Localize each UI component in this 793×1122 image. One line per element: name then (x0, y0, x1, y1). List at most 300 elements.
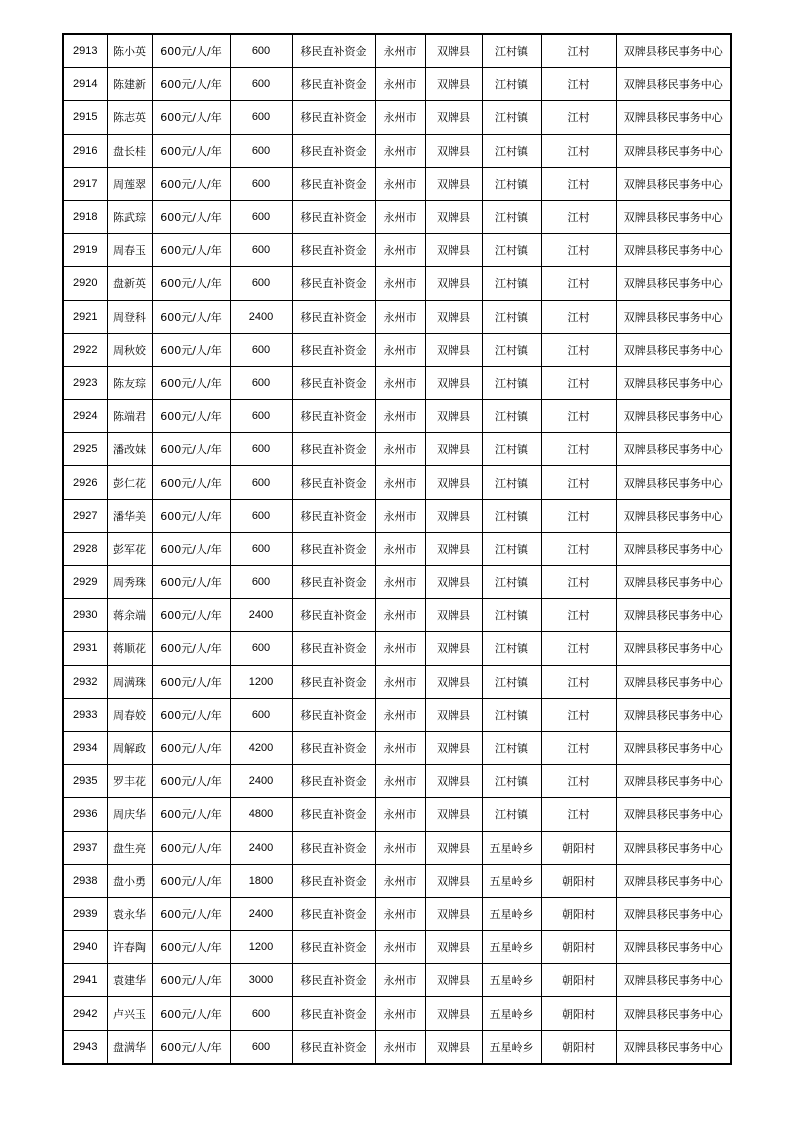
cell-city: 永州市 (375, 997, 425, 1030)
cell-fund-type: 移民直补资金 (292, 400, 375, 433)
cell-agency: 双牌县移民事务中心 (616, 599, 731, 632)
cell-county: 双牌县 (425, 532, 482, 565)
cell-name: 周满珠 (107, 665, 152, 698)
cell-county: 双牌县 (425, 765, 482, 798)
cell-fund-type: 移民直补资金 (292, 864, 375, 897)
cell-agency: 双牌县移民事务中心 (616, 101, 731, 134)
cell-fund-type: 移民直补资金 (292, 267, 375, 300)
cell-township: 江村镇 (482, 632, 541, 665)
cell-amount: 600 (230, 400, 292, 433)
cell-village: 江村 (541, 499, 616, 532)
cell-township: 江村镇 (482, 134, 541, 167)
cell-fund-type: 移民直补资金 (292, 698, 375, 731)
cell-city: 永州市 (375, 599, 425, 632)
cell-standard: 600元/人/年 (152, 765, 230, 798)
cell-county: 双牌县 (425, 167, 482, 200)
cell-amount: 600 (230, 997, 292, 1030)
cell-agency: 双牌县移民事务中心 (616, 333, 731, 366)
cell-amount: 600 (230, 433, 292, 466)
cell-village: 江村 (541, 698, 616, 731)
cell-city: 永州市 (375, 101, 425, 134)
cell-agency: 双牌县移民事务中心 (616, 765, 731, 798)
cell-village: 朝阳村 (541, 1030, 616, 1064)
cell-village: 江村 (541, 665, 616, 698)
cell-village: 江村 (541, 599, 616, 632)
cell-county: 双牌县 (425, 1030, 482, 1064)
cell-township: 江村镇 (482, 466, 541, 499)
cell-township: 江村镇 (482, 798, 541, 831)
cell-name: 周春玉 (107, 234, 152, 267)
cell-row-number: 2928 (63, 532, 107, 565)
cell-township: 江村镇 (482, 433, 541, 466)
cell-fund-type: 移民直补资金 (292, 333, 375, 366)
table-row (63, 134, 731, 167)
cell-standard: 600元/人/年 (152, 632, 230, 665)
cell-agency: 双牌县移民事务中心 (616, 400, 731, 433)
cell-fund-type: 移民直补资金 (292, 997, 375, 1030)
cell-township: 江村镇 (482, 267, 541, 300)
cell-row-number: 2940 (63, 931, 107, 964)
cell-name: 盘长桂 (107, 134, 152, 167)
cell-amount: 2400 (230, 897, 292, 930)
cell-standard: 600元/人/年 (152, 997, 230, 1030)
cell-village: 江村 (541, 433, 616, 466)
table-row (63, 897, 731, 930)
cell-township: 江村镇 (482, 234, 541, 267)
cell-name: 盘生亮 (107, 831, 152, 864)
table-row (63, 400, 731, 433)
cell-standard: 600元/人/年 (152, 964, 230, 997)
cell-standard: 600元/人/年 (152, 234, 230, 267)
cell-amount: 600 (230, 366, 292, 399)
cell-township: 江村镇 (482, 599, 541, 632)
subsidy-table (62, 33, 732, 1065)
cell-county: 双牌县 (425, 665, 482, 698)
cell-county: 双牌县 (425, 599, 482, 632)
cell-agency: 双牌县移民事务中心 (616, 864, 731, 897)
cell-name: 陈友琮 (107, 366, 152, 399)
cell-agency: 双牌县移民事务中心 (616, 499, 731, 532)
cell-fund-type: 移民直补资金 (292, 765, 375, 798)
cell-county: 双牌县 (425, 267, 482, 300)
cell-row-number: 2939 (63, 897, 107, 930)
cell-row-number: 2924 (63, 400, 107, 433)
cell-amount: 600 (230, 1030, 292, 1064)
cell-city: 永州市 (375, 267, 425, 300)
cell-agency: 双牌县移民事务中心 (616, 665, 731, 698)
cell-township: 五星岭乡 (482, 864, 541, 897)
cell-city: 永州市 (375, 68, 425, 101)
cell-name: 彭军花 (107, 532, 152, 565)
cell-city: 永州市 (375, 333, 425, 366)
cell-village: 江村 (541, 566, 616, 599)
table-row (63, 632, 731, 665)
cell-county: 双牌县 (425, 831, 482, 864)
cell-row-number: 2921 (63, 300, 107, 333)
cell-row-number: 2936 (63, 798, 107, 831)
table-row (63, 931, 731, 964)
cell-fund-type: 移民直补资金 (292, 200, 375, 233)
cell-township: 江村镇 (482, 68, 541, 101)
cell-township: 江村镇 (482, 200, 541, 233)
cell-standard: 600元/人/年 (152, 831, 230, 864)
cell-row-number: 2926 (63, 466, 107, 499)
cell-city: 永州市 (375, 765, 425, 798)
cell-row-number: 2930 (63, 599, 107, 632)
cell-agency: 双牌县移民事务中心 (616, 997, 731, 1030)
cell-fund-type: 移民直补资金 (292, 499, 375, 532)
cell-row-number: 2920 (63, 267, 107, 300)
table-row (63, 366, 731, 399)
cell-row-number: 2935 (63, 765, 107, 798)
table-row (63, 267, 731, 300)
cell-name: 盘小勇 (107, 864, 152, 897)
cell-city: 永州市 (375, 566, 425, 599)
cell-row-number: 2937 (63, 831, 107, 864)
cell-row-number: 2938 (63, 864, 107, 897)
cell-amount: 2400 (230, 765, 292, 798)
cell-amount: 4800 (230, 798, 292, 831)
cell-fund-type: 移民直补资金 (292, 798, 375, 831)
cell-agency: 双牌县移民事务中心 (616, 267, 731, 300)
cell-name: 陈建新 (107, 68, 152, 101)
cell-city: 永州市 (375, 897, 425, 930)
cell-city: 永州市 (375, 200, 425, 233)
cell-county: 双牌县 (425, 433, 482, 466)
cell-agency: 双牌县移民事务中心 (616, 34, 731, 68)
cell-county: 双牌县 (425, 234, 482, 267)
cell-village: 朝阳村 (541, 831, 616, 864)
cell-standard: 600元/人/年 (152, 698, 230, 731)
cell-fund-type: 移民直补资金 (292, 300, 375, 333)
cell-standard: 600元/人/年 (152, 731, 230, 764)
cell-standard: 600元/人/年 (152, 101, 230, 134)
cell-city: 永州市 (375, 731, 425, 764)
cell-township: 江村镇 (482, 765, 541, 798)
cell-county: 双牌县 (425, 466, 482, 499)
cell-county: 双牌县 (425, 997, 482, 1030)
cell-amount: 1800 (230, 864, 292, 897)
cell-amount: 600 (230, 68, 292, 101)
cell-township: 江村镇 (482, 665, 541, 698)
cell-amount: 1200 (230, 931, 292, 964)
cell-township: 五星岭乡 (482, 964, 541, 997)
cell-row-number: 2929 (63, 566, 107, 599)
cell-village: 江村 (541, 366, 616, 399)
cell-city: 永州市 (375, 864, 425, 897)
cell-row-number: 2931 (63, 632, 107, 665)
cell-county: 双牌县 (425, 101, 482, 134)
cell-township: 江村镇 (482, 34, 541, 68)
cell-county: 双牌县 (425, 864, 482, 897)
cell-township: 江村镇 (482, 300, 541, 333)
cell-agency: 双牌县移民事务中心 (616, 234, 731, 267)
cell-city: 永州市 (375, 400, 425, 433)
cell-amount: 600 (230, 267, 292, 300)
table-row (63, 333, 731, 366)
cell-amount: 600 (230, 167, 292, 200)
cell-agency: 双牌县移民事务中心 (616, 134, 731, 167)
cell-county: 双牌县 (425, 134, 482, 167)
cell-row-number: 2913 (63, 34, 107, 68)
cell-fund-type: 移民直补资金 (292, 167, 375, 200)
cell-city: 永州市 (375, 366, 425, 399)
cell-county: 双牌县 (425, 698, 482, 731)
cell-row-number: 2918 (63, 200, 107, 233)
cell-standard: 600元/人/年 (152, 34, 230, 68)
cell-fund-type: 移民直补资金 (292, 632, 375, 665)
cell-fund-type: 移民直补资金 (292, 68, 375, 101)
cell-county: 双牌县 (425, 300, 482, 333)
cell-row-number: 2927 (63, 499, 107, 532)
cell-city: 永州市 (375, 632, 425, 665)
cell-name: 蒋顺花 (107, 632, 152, 665)
cell-name: 周秀珠 (107, 566, 152, 599)
cell-row-number: 2941 (63, 964, 107, 997)
cell-name: 陈武琮 (107, 200, 152, 233)
cell-amount: 600 (230, 698, 292, 731)
cell-township: 五星岭乡 (482, 931, 541, 964)
table-row (63, 234, 731, 267)
cell-standard: 600元/人/年 (152, 267, 230, 300)
cell-name: 盘满华 (107, 1030, 152, 1064)
cell-amount: 1200 (230, 665, 292, 698)
cell-township: 五星岭乡 (482, 831, 541, 864)
cell-amount: 3000 (230, 964, 292, 997)
cell-amount: 2400 (230, 831, 292, 864)
cell-standard: 600元/人/年 (152, 566, 230, 599)
table-row (63, 167, 731, 200)
table-row (63, 300, 731, 333)
cell-fund-type: 移民直补资金 (292, 599, 375, 632)
cell-village: 江村 (541, 167, 616, 200)
cell-county: 双牌县 (425, 333, 482, 366)
cell-city: 永州市 (375, 964, 425, 997)
cell-amount: 600 (230, 34, 292, 68)
cell-agency: 双牌县移民事务中心 (616, 897, 731, 930)
cell-county: 双牌县 (425, 931, 482, 964)
cell-fund-type: 移民直补资金 (292, 101, 375, 134)
table-row (63, 997, 731, 1030)
cell-village: 朝阳村 (541, 864, 616, 897)
cell-township: 五星岭乡 (482, 897, 541, 930)
cell-fund-type: 移民直补资金 (292, 433, 375, 466)
cell-standard: 600元/人/年 (152, 499, 230, 532)
cell-county: 双牌县 (425, 566, 482, 599)
cell-village: 江村 (541, 400, 616, 433)
cell-name: 周秋姣 (107, 333, 152, 366)
cell-agency: 双牌县移民事务中心 (616, 831, 731, 864)
cell-amount: 600 (230, 200, 292, 233)
cell-row-number: 2919 (63, 234, 107, 267)
cell-county: 双牌县 (425, 68, 482, 101)
cell-name: 袁永华 (107, 897, 152, 930)
table-row (63, 200, 731, 233)
cell-row-number: 2943 (63, 1030, 107, 1064)
table-row (63, 1030, 731, 1064)
table-row (63, 101, 731, 134)
cell-fund-type: 移民直补资金 (292, 931, 375, 964)
cell-standard: 600元/人/年 (152, 1030, 230, 1064)
cell-standard: 600元/人/年 (152, 400, 230, 433)
cell-township: 江村镇 (482, 566, 541, 599)
cell-amount: 600 (230, 333, 292, 366)
cell-township: 江村镇 (482, 366, 541, 399)
cell-city: 永州市 (375, 698, 425, 731)
cell-name: 潘华美 (107, 499, 152, 532)
table-row (63, 964, 731, 997)
table-row (63, 665, 731, 698)
table-row (63, 433, 731, 466)
cell-agency: 双牌县移民事务中心 (616, 566, 731, 599)
cell-county: 双牌县 (425, 964, 482, 997)
cell-row-number: 2923 (63, 366, 107, 399)
cell-village: 江村 (541, 532, 616, 565)
cell-township: 五星岭乡 (482, 997, 541, 1030)
cell-agency: 双牌县移民事务中心 (616, 200, 731, 233)
cell-village: 江村 (541, 68, 616, 101)
cell-fund-type: 移民直补资金 (292, 731, 375, 764)
cell-county: 双牌县 (425, 400, 482, 433)
cell-standard: 600元/人/年 (152, 167, 230, 200)
cell-amount: 600 (230, 532, 292, 565)
cell-city: 永州市 (375, 798, 425, 831)
cell-fund-type: 移民直补资金 (292, 1030, 375, 1064)
cell-name: 周春姣 (107, 698, 152, 731)
cell-agency: 双牌县移民事务中心 (616, 466, 731, 499)
cell-township: 江村镇 (482, 698, 541, 731)
cell-name: 蒋余端 (107, 599, 152, 632)
cell-village: 江村 (541, 466, 616, 499)
cell-amount: 4200 (230, 731, 292, 764)
cell-city: 永州市 (375, 532, 425, 565)
cell-amount: 600 (230, 234, 292, 267)
cell-village: 江村 (541, 101, 616, 134)
table-row (63, 599, 731, 632)
cell-city: 永州市 (375, 234, 425, 267)
cell-standard: 600元/人/年 (152, 897, 230, 930)
cell-agency: 双牌县移民事务中心 (616, 366, 731, 399)
cell-name: 周庆华 (107, 798, 152, 831)
cell-fund-type: 移民直补资金 (292, 532, 375, 565)
cell-amount: 600 (230, 632, 292, 665)
cell-city: 永州市 (375, 931, 425, 964)
cell-village: 江村 (541, 632, 616, 665)
cell-city: 永州市 (375, 499, 425, 532)
cell-standard: 600元/人/年 (152, 599, 230, 632)
cell-amount: 600 (230, 466, 292, 499)
cell-amount: 2400 (230, 599, 292, 632)
cell-agency: 双牌县移民事务中心 (616, 798, 731, 831)
cell-amount: 600 (230, 101, 292, 134)
cell-township: 江村镇 (482, 499, 541, 532)
cell-fund-type: 移民直补资金 (292, 897, 375, 930)
cell-agency: 双牌县移民事务中心 (616, 68, 731, 101)
cell-village: 朝阳村 (541, 997, 616, 1030)
cell-city: 永州市 (375, 665, 425, 698)
cell-agency: 双牌县移民事务中心 (616, 632, 731, 665)
cell-fund-type: 移民直补资金 (292, 964, 375, 997)
cell-name: 周登科 (107, 300, 152, 333)
table-row (63, 698, 731, 731)
table-body (63, 34, 731, 1064)
cell-agency: 双牌县移民事务中心 (616, 433, 731, 466)
table-row (63, 466, 731, 499)
cell-name: 陈端君 (107, 400, 152, 433)
cell-fund-type: 移民直补资金 (292, 831, 375, 864)
cell-city: 永州市 (375, 167, 425, 200)
cell-standard: 600元/人/年 (152, 931, 230, 964)
cell-name: 潘改妹 (107, 433, 152, 466)
cell-county: 双牌县 (425, 366, 482, 399)
cell-standard: 600元/人/年 (152, 200, 230, 233)
cell-city: 永州市 (375, 300, 425, 333)
cell-township: 江村镇 (482, 532, 541, 565)
cell-village: 江村 (541, 731, 616, 764)
cell-fund-type: 移民直补资金 (292, 366, 375, 399)
cell-agency: 双牌县移民事务中心 (616, 698, 731, 731)
cell-agency: 双牌县移民事务中心 (616, 167, 731, 200)
cell-city: 永州市 (375, 831, 425, 864)
cell-row-number: 2925 (63, 433, 107, 466)
cell-fund-type: 移民直补资金 (292, 665, 375, 698)
cell-village: 江村 (541, 300, 616, 333)
cell-standard: 600元/人/年 (152, 665, 230, 698)
table-row (63, 532, 731, 565)
cell-city: 永州市 (375, 466, 425, 499)
cell-county: 双牌县 (425, 34, 482, 68)
cell-standard: 600元/人/年 (152, 532, 230, 565)
cell-village: 江村 (541, 34, 616, 68)
cell-standard: 600元/人/年 (152, 466, 230, 499)
cell-name: 袁建华 (107, 964, 152, 997)
cell-row-number: 2914 (63, 68, 107, 101)
cell-standard: 600元/人/年 (152, 134, 230, 167)
cell-row-number: 2916 (63, 134, 107, 167)
cell-amount: 600 (230, 566, 292, 599)
cell-standard: 600元/人/年 (152, 300, 230, 333)
cell-fund-type: 移民直补资金 (292, 134, 375, 167)
cell-fund-type: 移民直补资金 (292, 466, 375, 499)
cell-township: 江村镇 (482, 333, 541, 366)
cell-city: 永州市 (375, 134, 425, 167)
cell-agency: 双牌县移民事务中心 (616, 532, 731, 565)
cell-row-number: 2934 (63, 731, 107, 764)
cell-fund-type: 移民直补资金 (292, 234, 375, 267)
cell-name: 盘新英 (107, 267, 152, 300)
cell-amount: 600 (230, 499, 292, 532)
table-row (63, 566, 731, 599)
cell-name: 周莲翠 (107, 167, 152, 200)
table-row (63, 68, 731, 101)
cell-village: 江村 (541, 200, 616, 233)
cell-village: 江村 (541, 765, 616, 798)
cell-fund-type: 移民直补资金 (292, 566, 375, 599)
table-row (63, 798, 731, 831)
table-row (63, 765, 731, 798)
cell-name: 罗丰花 (107, 765, 152, 798)
cell-amount: 2400 (230, 300, 292, 333)
cell-village: 江村 (541, 234, 616, 267)
cell-village: 江村 (541, 267, 616, 300)
cell-township: 五星岭乡 (482, 1030, 541, 1064)
cell-row-number: 2917 (63, 167, 107, 200)
cell-county: 双牌县 (425, 499, 482, 532)
cell-county: 双牌县 (425, 731, 482, 764)
cell-village: 朝阳村 (541, 964, 616, 997)
cell-agency: 双牌县移民事务中心 (616, 731, 731, 764)
cell-township: 江村镇 (482, 731, 541, 764)
